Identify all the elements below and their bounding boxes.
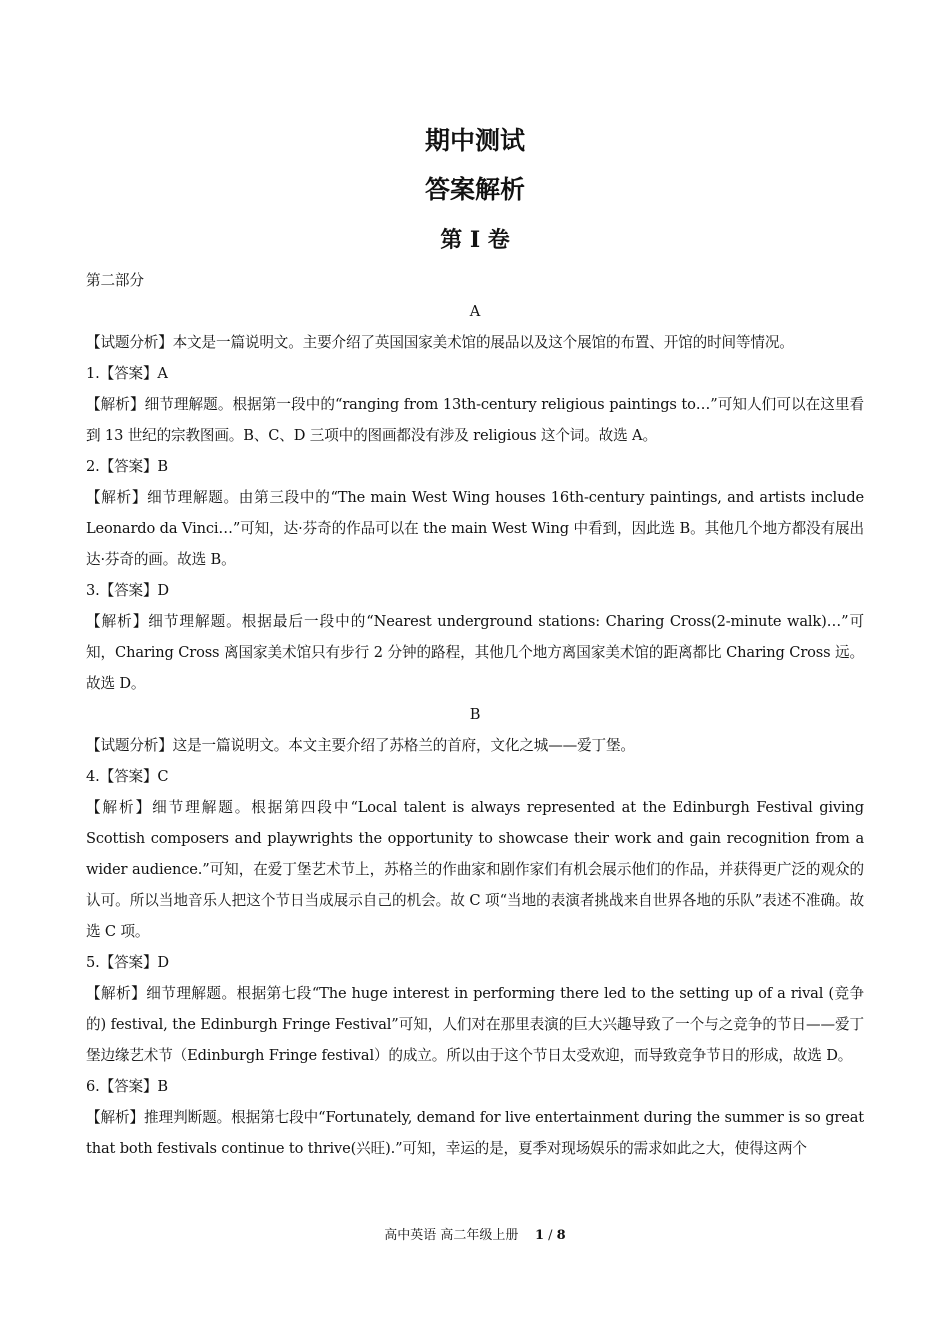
q2-answer: 2.【答案】B xyxy=(86,458,168,475)
page-footer xyxy=(0,1226,950,1246)
q1-explanation: 【解析】细节理解题。根据第一段中的“ranging from 13th-century religious paintings to…”可知人们可以在这里看到 13 世纪的宗教图画。B、C、D 三项中的图画都没有涉及 religious 这个词。故选 A。 xyxy=(86,396,864,444)
q1-answer: 1.【答案】A xyxy=(86,365,168,382)
section-a-analysis: 【试题分析】本文是一篇说明文。主要介绍了英国国家美术馆的展品以及这个展馆的布置、开馆的时间等情况。 xyxy=(86,334,794,351)
section-b-analysis: 【试题分析】这是一篇说明文。本文主要介绍了苏格兰的首府，文化之城——爱丁堡。 xyxy=(86,737,635,754)
q5-answer: 5.【答案】D xyxy=(86,954,169,971)
q4-explanation: 【解析】细节理解题。根据第四段中“Local talent is always represented at the Edinburgh Festival giving Scottish composers and playwrights the opportunity to showcase their work and gain recognition from a wider audience.”可知，在爱丁堡艺术节上，苏格兰的作曲家和剧作家们有机会展示他们的作品，并获得更广泛的观众的认可。所以当地音乐人把这个节日当成展示自己的机会。故 C 项“当地的表演者挑战来自世界各地的乐队”表述不准确。故选 C 项。 xyxy=(86,799,864,940)
q3-explanation: 【解析】细节理解题。根据最后一段中的“Nearest underground stations: Charing Cross(2-minute walk)…”可知，Charing Cross 离国家美术馆只有步行 2 分钟的路程，其他几个地方离国家美术馆的距离都比 Charing Cross 远。故选 D。 xyxy=(86,613,864,692)
section-a-label: A xyxy=(469,303,481,320)
footer-page-total: 8 xyxy=(556,1228,566,1243)
q4-answer: 4.【答案】C xyxy=(86,768,169,785)
volume-heading: 第 I 卷 xyxy=(440,227,510,253)
footer-page-separator: / xyxy=(544,1228,557,1243)
page-title: 期中测试 xyxy=(424,126,525,155)
q3-answer: 3.【答案】D xyxy=(86,582,169,599)
page-subtitle: 答案解析 xyxy=(424,175,525,204)
footer-course: 高中英语 高二年级上册 xyxy=(384,1228,519,1243)
q2-explanation: 【解析】细节理解题。由第三段中的“The main West Wing houses 16th-century paintings, and artists include Leonardo da Vinci…”可知，达·芬奇的作品可以在 the main West Wing 中看到，因此选 B。其他几个地方都没有展出达·芬奇的画。故选 B。 xyxy=(86,489,864,568)
q6-explanation: 【解析】推理判断题。根据第七段中“Fortunately, demand for live entertainment during the summer is so great that both festivals continue to thrive(兴旺).”可知，幸运的是，夏季对现场娱乐的需求如此之大，使得这两个 xyxy=(86,1109,864,1157)
footer-page-current: 1 xyxy=(534,1228,545,1243)
section-b-label: B xyxy=(469,706,481,723)
document-body xyxy=(86,265,864,1164)
q5-explanation: 【解析】细节理解题。根据第七段“The huge interest in performing there led to the setting up of a rival (竞争的) festival, the Edinburgh Fringe Festival”可知，人们对在那里表演的巨大兴趣导致了一个与之竞争的节日——爱丁堡边缘艺术节（Edinburgh Fringe festival）的成立。所以由于这个节日太受欢迎，而导致竞争节日的形成，故选 D。 xyxy=(86,985,864,1064)
q6-answer: 6.【答案】B xyxy=(86,1078,168,1095)
part-heading: 第二部分 xyxy=(86,272,144,289)
